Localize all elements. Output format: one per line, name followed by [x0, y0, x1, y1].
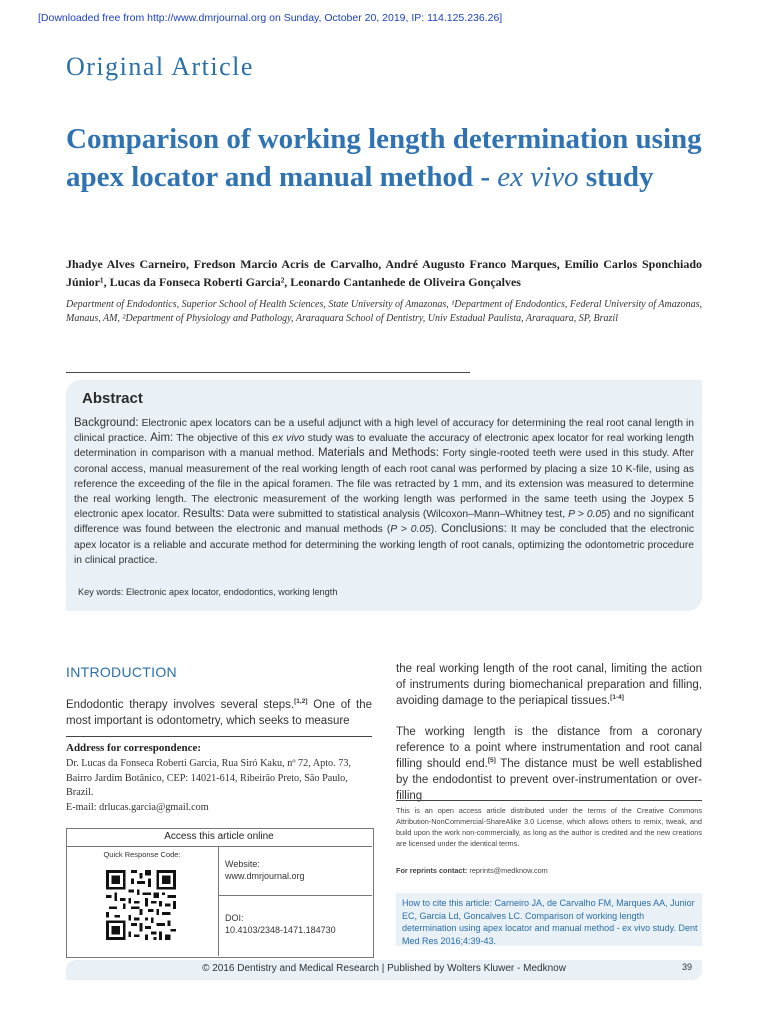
page-number: 39 [682, 962, 693, 972]
divider [66, 372, 470, 373]
results-text-c: ). [430, 524, 442, 536]
website-label: Website: [225, 859, 260, 869]
correspondence-body [66, 757, 372, 815]
intro-left-paragraph [66, 697, 372, 729]
affiliations: Department of Endodontics, Superior School of Health Sciences, State University of Amazonas, ¹Department of Endodontics, Federal University of Amazonas, Manaus, AM, ²Department of Physiology and Pathology, Araraquara School of Dentistry, Univ Estadual Paulista, Araraquara, SP, Brazil [66, 299, 702, 324]
aim-text-a: The objective of this [173, 433, 273, 445]
license-text: This is an open access article distributed under the terms of the Creative Commons Attribution-NonCommercial-ShareAlike 3.0 License, which allows others to remix, tweak, and build upon the work non-commercially, as long as the author is credited and the new creations are licensed under the identical terms. [396, 806, 702, 848]
keywords: Key words: Electronic apex locator, endodontics, working length [78, 587, 338, 597]
conclusions-text: It may be concluded that the electronic apex locator is a reliable and accurate method for determining the working length of root canals, optimizing the odontometric procedure in clinical practice. [74, 524, 695, 566]
author-list: Jhadye Alves Carneiro, Fredson Marcio Acris de Carvalho, André Augusto Franco Marques, Emílio Carlos Sponchiado Júnior¹, Lucas da Fonseca Roberti Garcia², Leonardo Cantanhede de Oliveira Gonçalves [66, 257, 702, 289]
background-text: Electronic apex locators can be a useful adjunct with a high level of accuracy for determining the real root canal length in clinical practice. [74, 418, 694, 445]
intro-right-text-2b: The distance must be well established by the endodontist to prevent over-instrumentation or over-filling [396, 758, 702, 802]
introduction-heading: INTRODUCTION [66, 664, 177, 680]
results-p2: P > 0.05 [390, 524, 431, 536]
qr-code-icon[interactable] [106, 870, 176, 940]
reprints-label: For reprints contact: [396, 866, 468, 875]
background-label: Background: [74, 417, 139, 429]
doi-block [225, 912, 336, 936]
title-main: Comparison of working length determination using apex locator and manual method - [66, 123, 702, 193]
divider [396, 800, 702, 801]
intro-right-text-1: the real working length of the root canal, limiting the action of instruments during biomechanical preparation and filling, avoiding damage to the periapical tissues. [396, 663, 702, 707]
divider [218, 846, 219, 956]
citation-ref[interactable]: [1,2] [294, 698, 308, 706]
doi-label: DOI: [225, 913, 244, 923]
results-label: Results: [182, 508, 225, 521]
results-p1: P > 0.05 [568, 509, 607, 521]
website-block [225, 858, 305, 882]
conclusions-label: Conclusions: [441, 523, 507, 536]
access-title: Access this article online [66, 828, 372, 847]
divider [66, 736, 372, 737]
results-text-a: Data were submitted to statistical analysis (Wilcoxon–Mann–Whitney test, [224, 509, 569, 521]
correspondence-heading: Address for correspondence: [66, 742, 202, 754]
website-link[interactable]: www.dmrjournal.org [225, 871, 305, 881]
results-text-b: ) and no significant difference was found between the electronic and manual methods ( [74, 509, 695, 536]
doi-link[interactable]: 10.4103/2348-1471.184730 [225, 925, 336, 935]
intro-right-paragraph-1 [396, 661, 702, 709]
divider [218, 895, 372, 896]
methods-label: Materials and Methods: [317, 447, 439, 460]
aim-italic: ex vivo [272, 433, 305, 445]
citation-text: How to cite this article: Carneiro JA, de Carvalho FM, Marques AA, Junior EC, Garcia Ld, Goncalves LC. Comparison of working length determination using apex locator and manual method - ex vivo study. Dent Med Res 2016;4:39-43. [402, 898, 698, 946]
footer-text: © 2016 Dentistry and Medical Research | Published by Wolters Kluwer - Medknow [202, 963, 566, 974]
reprints-email[interactable]: reprints@medknow.com [467, 866, 548, 875]
correspondence-address: Dr. Lucas da Fonseca Roberti Garcia, Rua Siró Kaku, nº 72, Apto. 73, Bairro Jardim Botânico, CEP: 14021-614, Ribeirão Preto, São Paulo, Brazil. [66, 758, 351, 798]
methods-text: Forty single-rooted teeth were used in this study. After coronal access, manual measurement of the real working length of each root canal was performed by placing a size 10 K-file, using as reference the exceeding of the file in the apical foramen. The file was retracted by 1 mm, and its extension was measured to determine the real working length. The electronic measurement of the working length was performed in the same teeth using the Joypex 5 electronic apex locator. [74, 448, 694, 521]
section-label: Original Article [66, 52, 254, 81]
qr-label: Quick Response Code: [103, 850, 181, 859]
download-banner[interactable]: [Downloaded free from http://www.dmrjournal.org on Sunday, October 20, 2019, IP: 114.125.236.26] [38, 12, 503, 24]
reprints-contact [396, 866, 548, 875]
title-italic: ex vivo [497, 161, 579, 193]
title-end: study [578, 161, 654, 193]
intro-right-paragraph-2 [396, 724, 702, 804]
abstract-heading: Abstract [82, 390, 143, 407]
abstract-body [74, 416, 694, 568]
correspondence-email[interactable]: E-mail: drlucas.garcia@gmail.com [66, 801, 209, 813]
intro-left-text-a: Endodontic therapy involves several steps. [66, 699, 295, 711]
intro-right-text-2a: The working length is the distance from a coronary reference to a point where instrumentation and root canal filling should end. [396, 726, 702, 770]
article-title [66, 120, 716, 196]
aim-text-b: study was to evaluate the accuracy of electronic apex locator for real working length determination in comparison with a manual method. [74, 433, 694, 460]
citation-ref[interactable]: [1-4] [610, 694, 624, 702]
aim-label: Aim: [150, 432, 174, 445]
intro-left-text-b: One of the most important is odontometry, which seeks to measure [66, 699, 372, 727]
citation-ref[interactable]: [5] [487, 757, 496, 765]
